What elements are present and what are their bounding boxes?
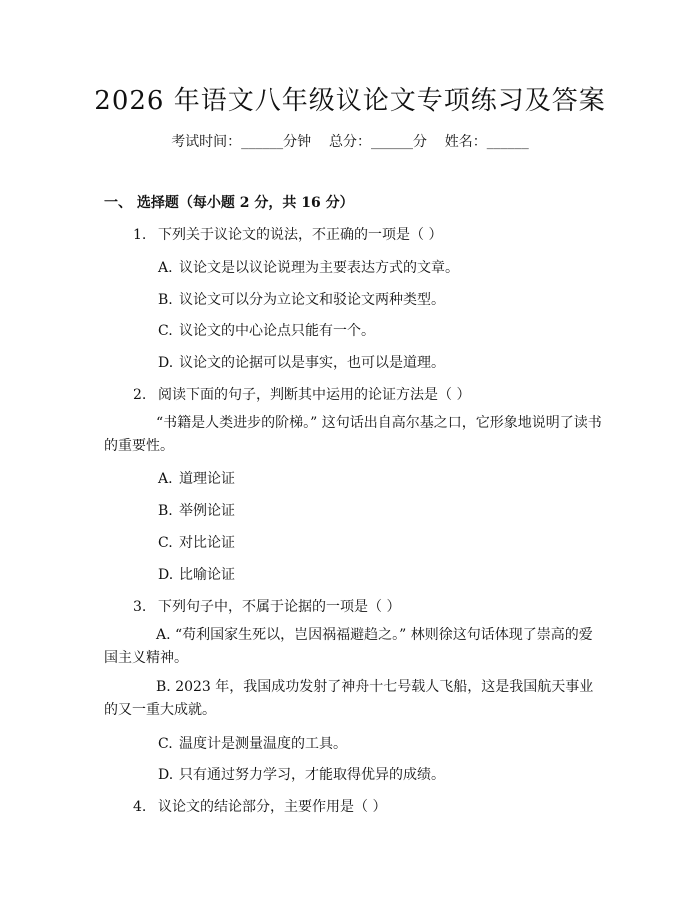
option-3b: B. 2023 年，我国成功发射了神舟十七号载人飞船，这是我国航天事业的又一重大成就。 [104,679,594,718]
option-2b: B. 举例论证 [158,503,235,519]
question-stem: 下列句子中，不属于论据的一项是（ ） [158,599,401,615]
question-stem: 下列关于议论文的说法，不正确的一项是（ ） [158,227,443,243]
question-number: 2. [133,387,147,403]
question-1 [133,224,442,244]
question-stem: 议论文的结论部分，主要作用是（ ） [158,799,387,815]
option-1a: A. 议论文是以议论说理为主要表达方式的文章。 [158,260,459,276]
option-1d: D. 议论文的论据可以是事实，也可以是道理。 [158,355,445,371]
option-1b: B. 议论文可以分为立论文和驳论文两种类型。 [158,292,445,308]
option-2a: A. 道理论证 [158,471,235,487]
exam-meta-line: 考试时间：______分钟 总分：______分 姓名：______ [171,134,529,150]
question-2 [133,384,470,404]
question-number: 1. [133,227,147,243]
option-3c: C. 温度计是测量温度的工具。 [158,736,347,752]
question-number: 3. [133,599,147,615]
question-3 [133,596,400,616]
option-2d: D. 比喻论证 [158,567,235,583]
question-4 [133,796,386,816]
option-3d: D. 只有通过努力学习，才能取得优异的成绩。 [158,767,445,783]
question-number: 4. [133,799,147,815]
section-heading-choice: 一、 选择题（每小题 2 分，共 16 分） [104,195,354,211]
question-2-passage: “书籍是人类进步的阶梯。” 这句话出自高尔基之口，它形象地说明了读书的重要性。 [104,415,602,454]
option-2c: C. 对比论证 [158,535,235,551]
option-1c: C. 议论文的中心论点只能有一个。 [158,323,375,339]
question-stem: 阅读下面的句子，判断其中运用的论证方法是（ ） [158,387,471,403]
option-3a: A. “苟利国家生死以，岂因祸福避趋之。” 林则徐这句话体现了崇高的爱国主义精神。 [104,627,593,666]
document-title: 2026 年语文八年级议论文专项练习及答案 [94,86,606,116]
